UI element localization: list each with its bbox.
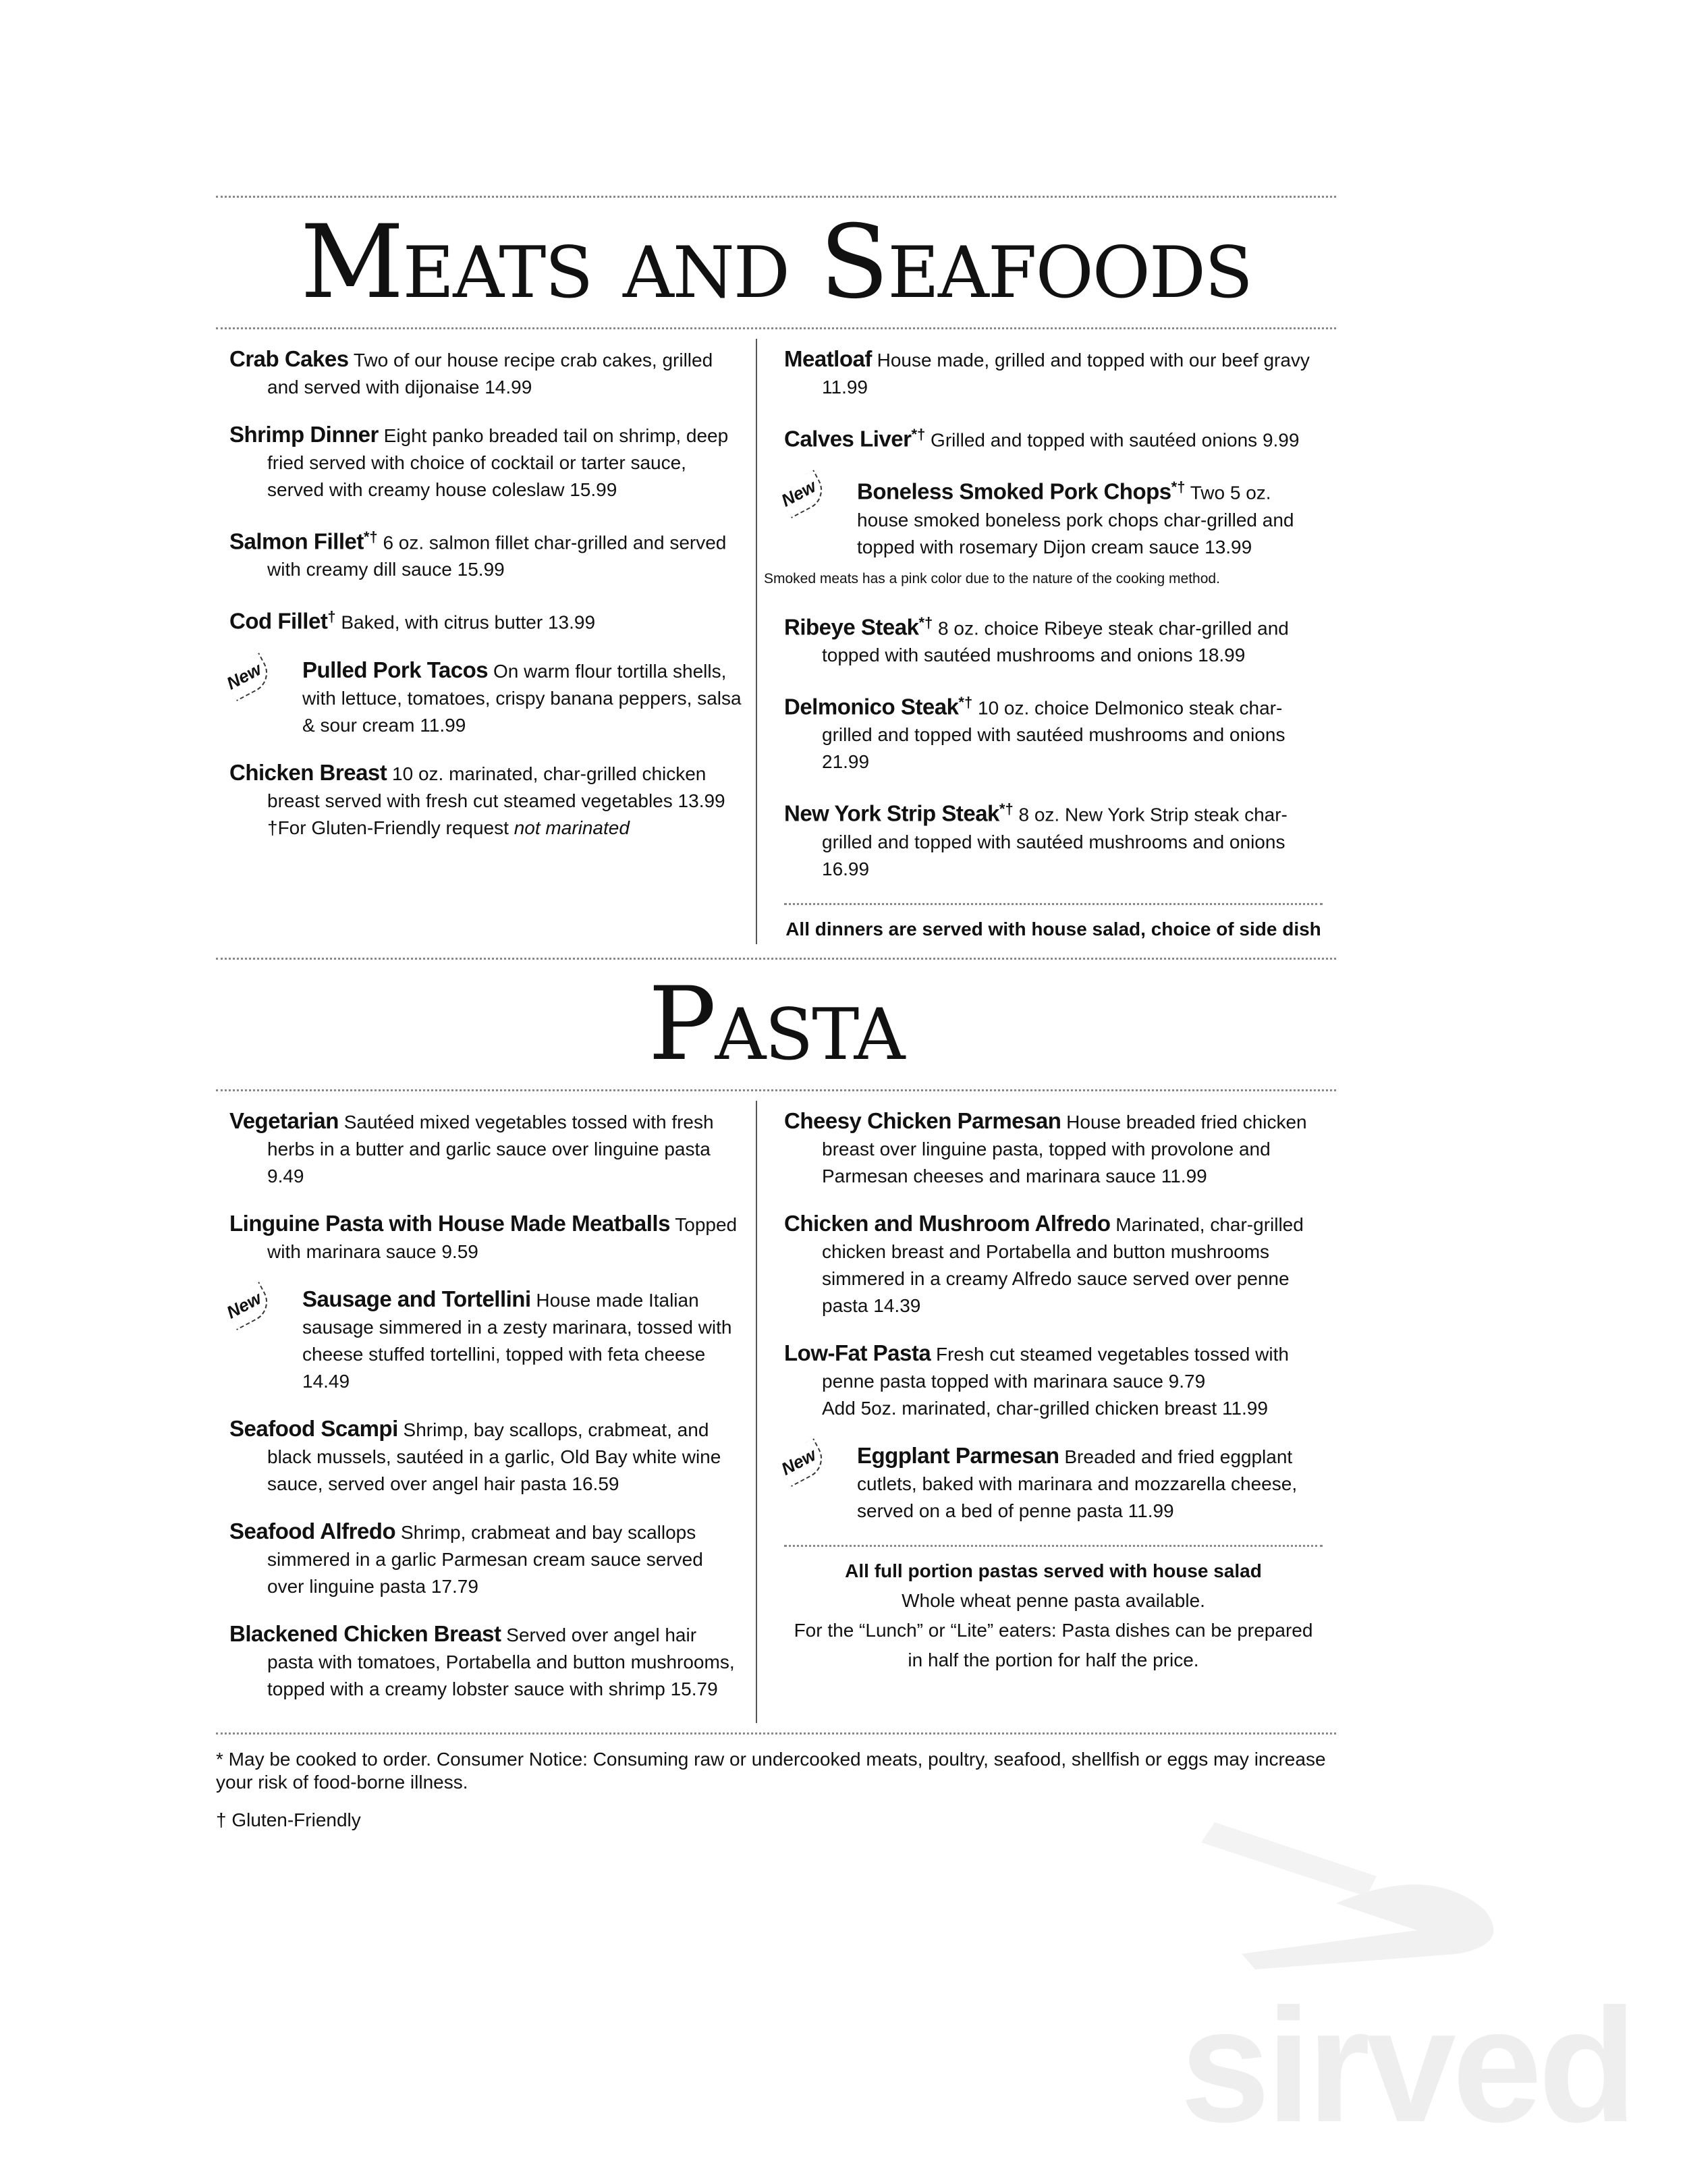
item-price: 11.99 <box>1161 1165 1207 1186</box>
item-name: Chicken and Mushroom Alfredo <box>784 1210 1111 1236</box>
item-description: 10 oz. choice Delmonico steak char-grilled and topped with sautéed mushrooms and onions <box>822 697 1285 746</box>
item-marks: *† <box>1171 479 1186 496</box>
menu-item <box>784 689 1323 775</box>
item-price: 15.79 <box>670 1678 718 1699</box>
item-marks: *† <box>911 426 926 443</box>
note-italic: not marinated <box>514 817 630 838</box>
item-price: 13.99 <box>547 611 596 633</box>
item-price: 21.99 <box>822 751 870 773</box>
item-description: Two of our house recipe crab cakes, grilled and served with dijonaise <box>267 350 713 398</box>
item-name: New York Strip Steak <box>784 800 999 826</box>
item-price: 16.59 <box>572 1473 619 1494</box>
new-badge-icon: New <box>776 1438 829 1487</box>
menu-item <box>784 609 1323 669</box>
pasta-footer-bold: All full portion pastas served with house salad <box>845 1560 1262 1581</box>
pasta-footer <box>784 1545 1323 1675</box>
item-price: 9.59 <box>441 1240 478 1262</box>
new-badge-icon: New <box>221 1282 275 1330</box>
item-description: House made Italian sausage simmered in a zesty marinara, tossed with cheese stuffed tortellini, topped with feta cheese <box>302 1289 732 1365</box>
menu-item <box>229 421 742 503</box>
item-description: On warm flour tortilla shells, with lettuce, tomatoes, crispy banana peppers, salsa & sour cream <box>302 660 742 736</box>
item-description: House breaded fried chicken breast over linguine pasta, topped with provolone and Parmesan cheeses and marinara sauce <box>822 1111 1307 1186</box>
item-marks: † <box>327 608 336 626</box>
menu-item <box>229 1210 742 1265</box>
menu-item <box>784 346 1323 401</box>
item-description: Baked, with citrus butter <box>341 611 543 633</box>
menu-item <box>223 1286 742 1395</box>
menu-item <box>229 603 742 636</box>
item-name: Ribeye Steak <box>784 613 919 639</box>
meats-right-column <box>756 339 1336 944</box>
item-name: Sausage and Tortellini <box>302 1286 531 1311</box>
item-price: 13.99 <box>677 790 725 811</box>
consumer-notice: * May be cooked to order. Consumer Notice: Consuming raw or undercooked meats, poultry, seafood, shellfish or eggs may increase your risk of food-borne illness. <box>216 1748 1326 1793</box>
pasta-right-column <box>756 1101 1336 1723</box>
pasta-left-column <box>216 1101 756 1723</box>
item-price: 14.49 <box>302 1370 350 1392</box>
menu-item <box>777 474 1323 560</box>
menu-item <box>229 759 742 842</box>
item-name: Low-Fat Pasta <box>784 1340 931 1365</box>
item-small-note: Smoked meats has a pink color due to the nature of the cooking method. <box>764 570 1220 586</box>
item-name: Salmon Fillet <box>229 528 364 554</box>
note-text: Add 5oz. marinated, char-grilled chicken breast 11.99 <box>822 1397 1268 1419</box>
divider <box>216 327 1336 329</box>
pasta-footer-line: Whole wheat penne pasta available. <box>902 1589 1205 1611</box>
item-description: 10 oz. marinated, char-grilled chicken breast served with fresh cut steamed vegetables <box>267 763 707 811</box>
item-name: Eggplant Parmesan <box>857 1442 1059 1468</box>
menu-item <box>784 1210 1323 1319</box>
item-description: Shrimp, bay scallops, crabmeat, and black mussels, sautéed in a garlic, Old Bay white wine sauce, served over angel hair pasta <box>267 1419 721 1494</box>
new-badge-icon: New <box>776 470 829 518</box>
item-note <box>822 1395 1323 1422</box>
divider <box>216 1089 1336 1091</box>
item-description: Two 5 oz. house smoked boneless pork chops char-grilled and topped with rosemary Dijon cream sauce <box>857 482 1294 557</box>
pasta-footer-line: For the “Lunch” or “Lite” eaters: Pasta dishes can be prepared in half the portion for half the price. <box>794 1619 1313 1670</box>
item-name: Chicken Breast <box>229 759 387 785</box>
item-name: Seafood Scampi <box>229 1415 398 1441</box>
item-price: 13.99 <box>1205 536 1252 557</box>
item-price: 11.99 <box>1128 1500 1174 1521</box>
item-price: 14.99 <box>485 377 532 398</box>
item-name: Crab Cakes <box>229 346 349 371</box>
menu-item <box>229 346 742 401</box>
meats-grid <box>216 339 1336 944</box>
item-name: Seafood Alfredo <box>229 1518 396 1544</box>
meats-seafoods-title: Meats and Seafoods <box>300 204 1252 321</box>
item-price: 9.79 <box>1168 1370 1206 1392</box>
item-name: Boneless Smoked Pork Chops <box>857 479 1171 504</box>
menu-item <box>223 657 742 739</box>
divider <box>216 958 1336 960</box>
item-description: 6 oz. salmon fillet char-grilled and served with creamy dill sauce <box>267 532 727 580</box>
item-name: Pulled Pork Tacos <box>302 657 489 682</box>
new-badge-icon: New <box>221 653 275 701</box>
item-description: House made, grilled and topped with our beef gravy <box>877 350 1310 371</box>
pasta-grid <box>216 1101 1336 1723</box>
item-price: 15.99 <box>570 479 617 500</box>
item-name: Calves Liver <box>784 426 912 452</box>
meats-left-column <box>216 339 756 944</box>
item-description: Fresh cut steamed vegetables tossed with penne pasta topped with marinara sauce <box>822 1343 1289 1392</box>
menu-item <box>777 1442 1323 1525</box>
menu-item <box>784 796 1323 882</box>
item-marks: *† <box>999 800 1014 818</box>
item-name: Linguine Pasta with House Made Meatballs <box>229 1210 670 1236</box>
menu-item <box>784 1108 1323 1190</box>
pasta-title: Pasta <box>648 965 904 1083</box>
gluten-friendly-note: † Gluten-Friendly <box>216 1809 361 1830</box>
item-price: 17.79 <box>431 1575 478 1597</box>
item-description: 8 oz. choice Ribeye steak char-grilled and topped with sautéed mushrooms and onions <box>822 617 1289 665</box>
item-price: 9.49 <box>267 1165 304 1186</box>
item-description: Breaded and fried eggplant cutlets, baked with marinara and mozzarella cheese, served on a bed of penne pasta <box>857 1446 1298 1521</box>
item-marks: *† <box>918 613 933 631</box>
item-price: 9.99 <box>1262 429 1300 451</box>
menu-item <box>229 1108 742 1190</box>
item-price: 11.99 <box>822 377 868 398</box>
item-name: Cod Fillet <box>229 608 328 634</box>
item-description: Topped with marinara sauce <box>267 1213 738 1262</box>
item-marks: *† <box>958 693 973 711</box>
item-price: 18.99 <box>1198 644 1246 665</box>
item-description: Shrimp, crabmeat and bay scallops simmered in a garlic Parmesan cream sauce served over linguine pasta <box>267 1521 703 1597</box>
menu-item <box>229 1415 742 1498</box>
item-name: Vegetarian <box>229 1108 339 1133</box>
menu-item <box>784 421 1323 454</box>
item-marks: *† <box>363 528 378 545</box>
meats-footer: All dinners are served with house salad, choice of side dish <box>785 918 1321 939</box>
item-description: Marinated, char-grilled chicken breast and Portabella and button mushrooms simmered in a creamy Alfredo sauce served over penne pasta <box>822 1213 1304 1316</box>
item-price: 11.99 <box>420 714 466 736</box>
fork-spoon-watermark-icon <box>1174 1809 1525 1971</box>
item-name: Cheesy Chicken Parmesan <box>784 1108 1061 1133</box>
footnotes <box>216 1732 1336 1832</box>
item-description: Sautéed mixed vegetables tossed with fresh herbs in a butter and garlic sauce over linguine pasta <box>267 1111 714 1159</box>
item-price: 16.99 <box>822 858 870 879</box>
item-price: 14.39 <box>873 1294 921 1316</box>
sirved-watermark: sirved <box>1180 1975 1633 2156</box>
item-name: Meatloaf <box>784 346 872 371</box>
menu-item <box>229 524 742 583</box>
item-note <box>267 815 742 842</box>
menu-item <box>784 1340 1323 1422</box>
item-name: Delmonico Steak <box>784 694 959 719</box>
item-name: Blackened Chicken Breast <box>229 1620 501 1646</box>
item-price: 15.99 <box>457 559 505 580</box>
item-description: Grilled and topped with sautéed onions <box>931 429 1258 451</box>
menu-item <box>229 1518 742 1600</box>
note-text: †For Gluten-Friendly request <box>267 817 514 838</box>
item-description: 8 oz. New York Strip steak char-grilled and topped with sautéed mushrooms and onions <box>822 804 1288 852</box>
menu-page <box>216 196 1336 1847</box>
item-description: Served over angel hair pasta with tomatoes, Portabella and button mushrooms, topped with a creamy lobster sauce with shrimp <box>267 1624 735 1699</box>
item-description: Eight panko breaded tail on shrimp, deep fried served with choice of cocktail or tarter sauce, served with creamy house coleslaw <box>267 425 729 500</box>
menu-item <box>229 1620 742 1703</box>
divider <box>216 196 1336 198</box>
item-name: Shrimp Dinner <box>229 422 379 447</box>
